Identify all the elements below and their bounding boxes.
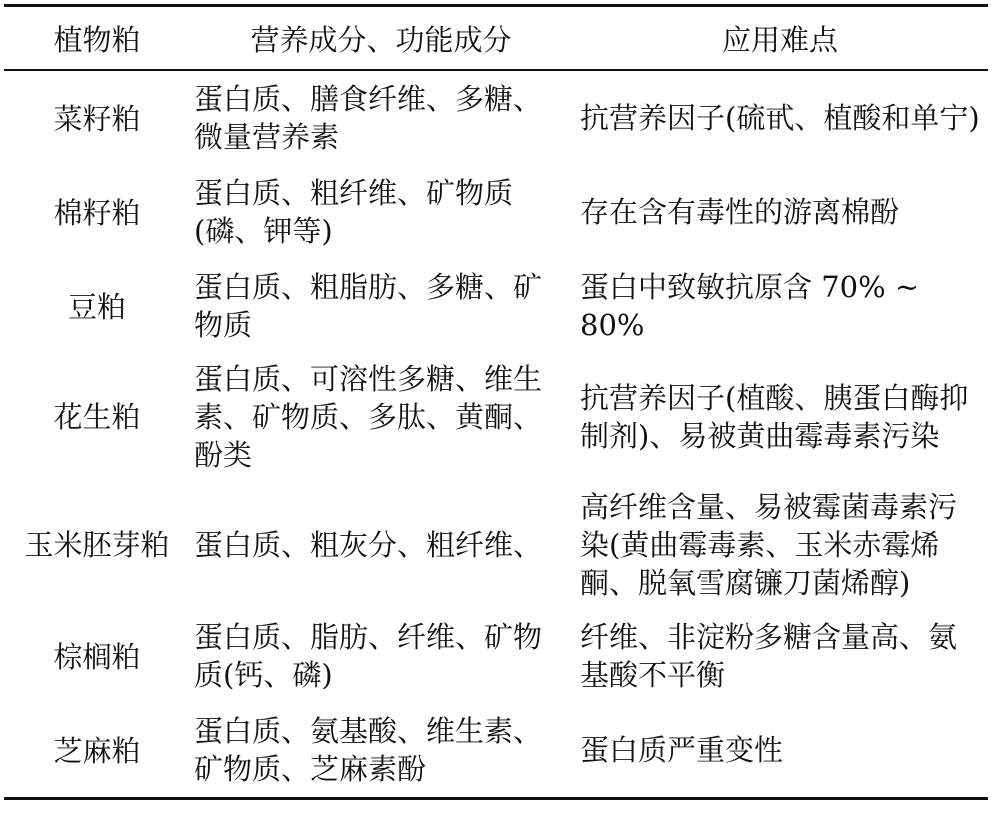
cell-nutrients: 蛋白质、可溶性多糖、维生素、矿物质、多肽、黄酮、酚类 [194,362,543,472]
cell-plant-meal-name: 玉米胚芽粕 [24,528,170,562]
cell-plant-meal-name: 豆粕 [67,290,126,324]
header-plant-meal: 植物粕 [4,6,190,71]
cell-plant-meal-name: 棉籽粕 [53,196,141,230]
plant-meal-table [4,4,988,800]
cell-nutrients: 蛋白质、氨基酸、维生素、矿物质、芝麻素酚 [194,714,543,786]
cell-application-difficulty: 存在含有毒性的游离棉酚 [580,195,900,229]
header-nutrients: 营养成分、功能成分 [190,6,572,71]
cell-plant-meal-name: 棕榈粕 [53,640,141,674]
table-row [4,609,988,703]
table-row [4,259,988,353]
table-header [4,6,988,71]
table-row [4,703,988,799]
cell-plant-meal-name: 芝麻粕 [53,734,141,768]
cell-nutrients: 蛋白质、粗脂肪、多糖、矿物质 [194,270,543,342]
cell-application-difficulty: 抗营养因子(植酸、胰蛋白酶抑制剂)、易被黄曲霉毒素污染 [580,381,969,453]
cell-plant-meal-name: 花生粕 [53,400,141,434]
header-difficulty: 应用难点 [572,6,988,71]
cell-nutrients: 蛋白质、膳食纤维、多糖、微量营养素 [194,82,543,154]
table-body [4,70,988,799]
header-row [4,6,988,71]
cell-application-difficulty: 抗营养因子(硫甙、植酸和单宁) [580,101,980,135]
cell-application-difficulty: 高纤维含量、易被霉菌毒素污染(黄曲霉毒素、玉米赤霉烯酮、脱氧雪腐镰刀菌烯醇) [580,490,958,600]
table-row [4,165,988,259]
table-row [4,481,988,609]
cell-application-difficulty: 蛋白中致敏抗原含 70% ~ 80% [580,270,920,342]
cell-nutrients: 蛋白质、粗灰分、粗纤维、 [194,528,543,562]
cell-application-difficulty: 纤维、非淀粉多糖含量高、氨基酸不平衡 [580,620,958,692]
cell-nutrients: 蛋白质、粗纤维、矿物质(磷、钾等) [194,176,514,248]
cell-plant-meal-name: 菜籽粕 [53,102,141,136]
cell-nutrients: 蛋白质、脂肪、纤维、矿物质(钙、磷) [194,620,543,692]
table-row [4,353,988,481]
cell-application-difficulty: 蛋白质严重变性 [580,733,784,767]
table-row [4,70,988,165]
